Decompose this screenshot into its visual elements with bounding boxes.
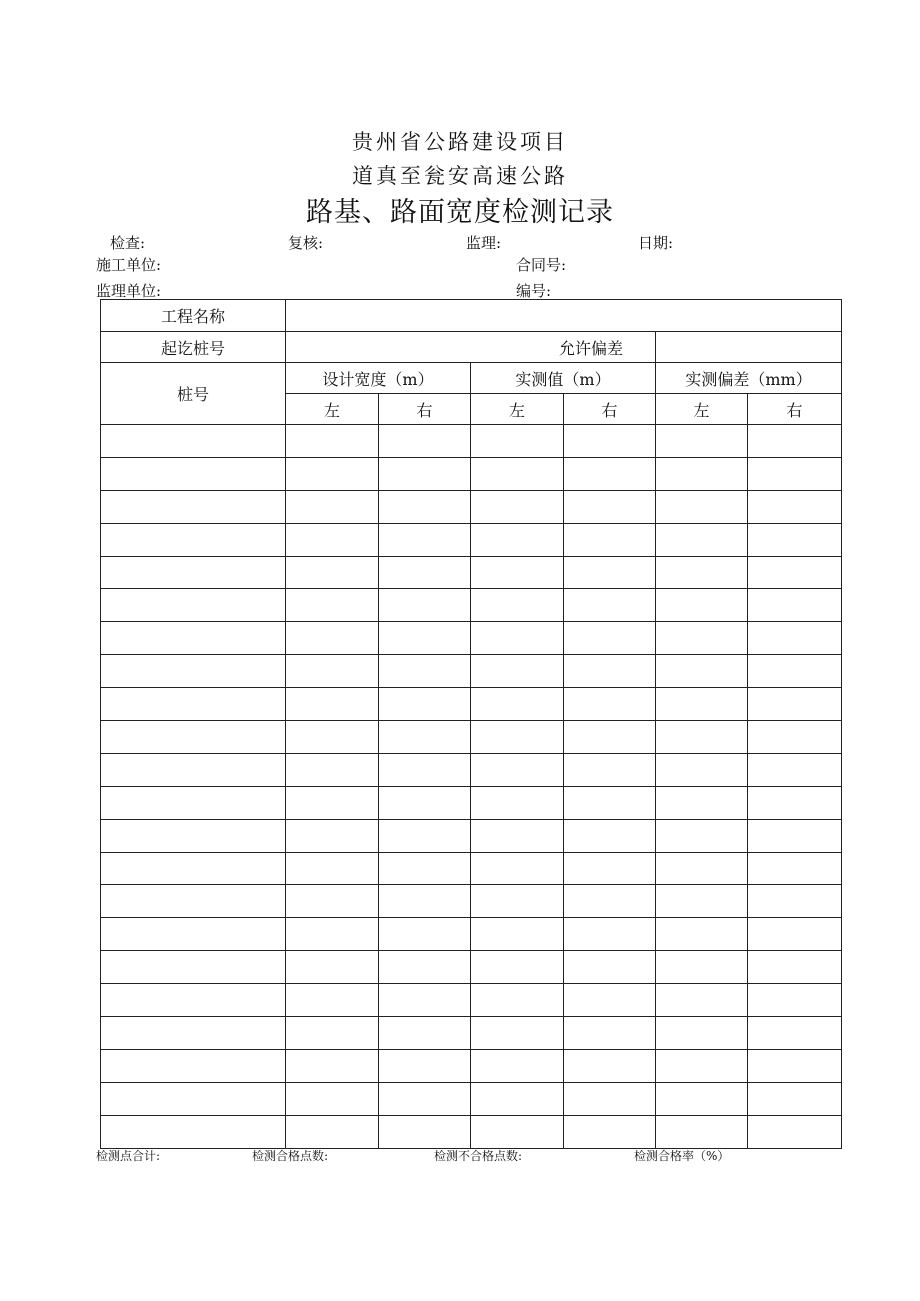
table-row [101, 589, 842, 622]
table-cell[interactable] [564, 885, 656, 918]
review-label: 复核: [288, 234, 324, 252]
table-cell[interactable] [379, 556, 471, 589]
table-cell[interactable] [101, 556, 286, 589]
table-cell[interactable] [656, 786, 748, 819]
table-row [101, 523, 842, 556]
table-cell[interactable] [379, 1115, 471, 1148]
table-row [101, 753, 842, 786]
table-cell[interactable] [286, 425, 379, 458]
table-cell[interactable] [748, 721, 842, 754]
table-row [101, 1017, 842, 1050]
table-cell[interactable] [564, 753, 656, 786]
table-cell[interactable] [748, 1082, 842, 1115]
table-cell[interactable] [286, 457, 379, 490]
table-cell[interactable] [286, 819, 379, 852]
table-cell[interactable] [101, 523, 286, 556]
table-cell[interactable] [101, 457, 286, 490]
table-cell[interactable] [379, 885, 471, 918]
project-name-value[interactable] [286, 300, 842, 332]
table-cell[interactable] [656, 688, 748, 721]
table-row [101, 951, 842, 984]
table-cell[interactable] [748, 556, 842, 589]
table-row [101, 457, 842, 490]
table-cell[interactable] [564, 655, 656, 688]
table-cell[interactable] [101, 490, 286, 523]
table-cell[interactable] [101, 655, 286, 688]
table-cell[interactable] [379, 951, 471, 984]
table-cell[interactable] [101, 721, 286, 754]
table-cell[interactable] [379, 457, 471, 490]
measured-deviation-header: 实测偏差（mm） [656, 363, 842, 394]
table-cell[interactable] [101, 622, 286, 655]
table-cell[interactable] [101, 984, 286, 1017]
table-cell[interactable] [748, 786, 842, 819]
table-cell[interactable] [656, 1082, 748, 1115]
table-cell[interactable] [286, 721, 379, 754]
table-cell[interactable] [286, 655, 379, 688]
table-cell[interactable] [379, 786, 471, 819]
table-cell[interactable] [471, 589, 564, 622]
table-cell[interactable] [471, 425, 564, 458]
table-cell[interactable] [748, 457, 842, 490]
table-cell[interactable] [656, 1017, 748, 1050]
measured-right-header: 右 [564, 394, 656, 425]
table-row [101, 1049, 842, 1082]
table-cell[interactable] [471, 918, 564, 951]
table-cell[interactable] [379, 523, 471, 556]
table-cell[interactable] [564, 918, 656, 951]
table-cell[interactable] [656, 425, 748, 458]
table-cell[interactable] [564, 1082, 656, 1115]
table-cell[interactable] [286, 753, 379, 786]
table-cell[interactable] [471, 951, 564, 984]
table-cell[interactable] [656, 622, 748, 655]
table-cell[interactable] [471, 852, 564, 885]
table-row [101, 688, 842, 721]
table-cell[interactable] [564, 688, 656, 721]
table-cell[interactable] [748, 688, 842, 721]
table-cell[interactable] [101, 1115, 286, 1148]
table-cell[interactable] [379, 1049, 471, 1082]
table-cell[interactable] [379, 753, 471, 786]
deviation-left-header: 左 [656, 394, 748, 425]
table-cell[interactable] [471, 523, 564, 556]
table-cell[interactable] [471, 1017, 564, 1050]
table-cell[interactable] [564, 786, 656, 819]
check-label: 检查: [110, 234, 146, 252]
table-cell[interactable] [656, 721, 748, 754]
table-cell[interactable] [101, 885, 286, 918]
table-cell[interactable] [748, 523, 842, 556]
table-row [101, 721, 842, 754]
table-cell[interactable] [748, 885, 842, 918]
table-cell[interactable] [656, 1115, 748, 1148]
table-cell[interactable] [101, 852, 286, 885]
table-cell[interactable] [286, 984, 379, 1017]
table-cell[interactable] [379, 688, 471, 721]
table-cell[interactable] [286, 918, 379, 951]
table-cell[interactable] [101, 753, 286, 786]
table-cell[interactable] [379, 852, 471, 885]
measured-value-header: 实测值（m） [471, 363, 656, 394]
table-cell[interactable] [286, 786, 379, 819]
pass-rate-label: 检测合格率（%） [634, 1149, 730, 1163]
table-row [101, 786, 842, 819]
table-cell[interactable] [748, 984, 842, 1017]
table-cell[interactable] [471, 688, 564, 721]
table-cell[interactable] [656, 457, 748, 490]
table-cell[interactable] [564, 523, 656, 556]
table-cell[interactable] [748, 918, 842, 951]
table-cell[interactable] [379, 1017, 471, 1050]
table-cell[interactable] [564, 490, 656, 523]
table-cell[interactable] [101, 918, 286, 951]
table-cell[interactable] [286, 589, 379, 622]
table-cell[interactable] [748, 753, 842, 786]
table-row [101, 556, 842, 589]
table-cell[interactable] [286, 1017, 379, 1050]
table-cell[interactable] [471, 457, 564, 490]
table-cell[interactable] [564, 1049, 656, 1082]
table-row [101, 852, 842, 885]
table-row [101, 819, 842, 852]
table-cell[interactable] [379, 589, 471, 622]
table-cell[interactable] [471, 984, 564, 1017]
table-cell[interactable] [379, 490, 471, 523]
table-cell[interactable] [379, 819, 471, 852]
table-cell[interactable] [564, 984, 656, 1017]
table-cell[interactable] [748, 655, 842, 688]
start-end-station-label: 起讫桩号 [101, 332, 286, 363]
table-row [101, 885, 842, 918]
table-row [101, 1082, 842, 1115]
table-cell[interactable] [286, 1082, 379, 1115]
table-cell[interactable] [101, 819, 286, 852]
table-cell[interactable] [748, 852, 842, 885]
table-cell[interactable] [379, 655, 471, 688]
table-cell[interactable] [748, 819, 842, 852]
table-cell[interactable] [656, 1049, 748, 1082]
table-cell[interactable] [564, 951, 656, 984]
table-cell[interactable] [471, 885, 564, 918]
date-label: 日期: [638, 234, 674, 252]
tolerance-value[interactable] [656, 332, 842, 363]
table-cell[interactable] [564, 425, 656, 458]
project-name-label: 工程名称 [101, 300, 286, 332]
table-cell[interactable] [564, 457, 656, 490]
table-cell[interactable] [564, 1115, 656, 1148]
table-cell[interactable] [564, 1017, 656, 1050]
table-cell[interactable] [564, 852, 656, 885]
table-cell[interactable] [379, 622, 471, 655]
header-line2: 道真至瓮安高速公路 [352, 164, 568, 188]
table-cell[interactable] [101, 589, 286, 622]
table-cell[interactable] [286, 852, 379, 885]
table-cell[interactable] [101, 1017, 286, 1050]
table-cell[interactable] [656, 885, 748, 918]
tolerance-label: 允许偏差 [286, 332, 656, 363]
table-cell[interactable] [564, 589, 656, 622]
table-cell[interactable] [471, 1115, 564, 1148]
table-cell[interactable] [286, 885, 379, 918]
deviation-right-header: 右 [748, 394, 842, 425]
table-cell[interactable] [471, 622, 564, 655]
pass-points-label: 检测合格点数: [252, 1149, 329, 1163]
design-width-header: 设计宽度（m） [286, 363, 471, 394]
table-cell[interactable] [564, 721, 656, 754]
table-cell[interactable] [286, 951, 379, 984]
table-cell[interactable] [656, 490, 748, 523]
table-cell[interactable] [471, 1082, 564, 1115]
width-inspection-table [100, 299, 842, 1149]
table-cell[interactable] [379, 721, 471, 754]
design-left-header: 左 [286, 394, 379, 425]
table-cell[interactable] [101, 1049, 286, 1082]
table-cell[interactable] [379, 1082, 471, 1115]
table-cell[interactable] [471, 490, 564, 523]
table-cell[interactable] [286, 1049, 379, 1082]
table-row [101, 622, 842, 655]
serial-no-label: 编号: [516, 282, 552, 300]
table-cell[interactable] [471, 819, 564, 852]
table-cell[interactable] [748, 1017, 842, 1050]
table-cell[interactable] [471, 721, 564, 754]
table-cell[interactable] [656, 918, 748, 951]
page-title: 路基、路面宽度检测记录 [306, 197, 614, 228]
table-cell[interactable] [748, 951, 842, 984]
table-cell[interactable] [286, 490, 379, 523]
total-points-label: 检测点合计: [96, 1149, 161, 1163]
table-cell[interactable] [379, 425, 471, 458]
table-cell[interactable] [748, 425, 842, 458]
table-cell[interactable] [101, 951, 286, 984]
table-row [101, 1115, 842, 1148]
table-cell[interactable] [656, 819, 748, 852]
table-cell[interactable] [101, 425, 286, 458]
design-right-header: 右 [379, 394, 471, 425]
table-cell[interactable] [656, 655, 748, 688]
supervisor-unit-label: 监理单位: [96, 282, 162, 300]
table-row [101, 490, 842, 523]
table-cell[interactable] [379, 918, 471, 951]
table-cell[interactable] [101, 786, 286, 819]
table-cell[interactable] [564, 556, 656, 589]
table-cell[interactable] [748, 589, 842, 622]
table-cell[interactable] [656, 852, 748, 885]
table-cell[interactable] [286, 556, 379, 589]
table-cell[interactable] [564, 622, 656, 655]
table-row [101, 655, 842, 688]
supervise-label: 监理: [466, 234, 502, 252]
table-cell[interactable] [748, 1115, 842, 1148]
contract-no-label: 合同号: [516, 256, 567, 274]
table-cell[interactable] [656, 589, 748, 622]
table-cell[interactable] [286, 523, 379, 556]
measured-left-header: 左 [471, 394, 564, 425]
fail-points-label: 检测不合格点数: [434, 1149, 523, 1163]
table-cell[interactable] [286, 1115, 379, 1148]
table-cell[interactable] [656, 753, 748, 786]
table-cell[interactable] [101, 688, 286, 721]
table-cell[interactable] [656, 984, 748, 1017]
table-cell[interactable] [656, 523, 748, 556]
table-cell[interactable] [748, 490, 842, 523]
table-cell[interactable] [101, 1082, 286, 1115]
table-row [101, 918, 842, 951]
table-cell[interactable] [471, 655, 564, 688]
table-cell[interactable] [748, 622, 842, 655]
table-cell[interactable] [471, 786, 564, 819]
table-cell[interactable] [656, 556, 748, 589]
table-cell[interactable] [286, 622, 379, 655]
table-cell[interactable] [564, 819, 656, 852]
table-cell[interactable] [471, 556, 564, 589]
table-cell[interactable] [748, 1049, 842, 1082]
table-cell[interactable] [471, 753, 564, 786]
table-cell[interactable] [656, 951, 748, 984]
table-cell[interactable] [379, 984, 471, 1017]
table-cell[interactable] [471, 1049, 564, 1082]
table-row [101, 425, 842, 458]
table-cell[interactable] [286, 688, 379, 721]
header-line1: 贵州省公路建设项目 [352, 130, 568, 154]
table-row [101, 984, 842, 1017]
station-header: 桩号 [101, 363, 286, 425]
contractor-label: 施工单位: [96, 256, 162, 274]
